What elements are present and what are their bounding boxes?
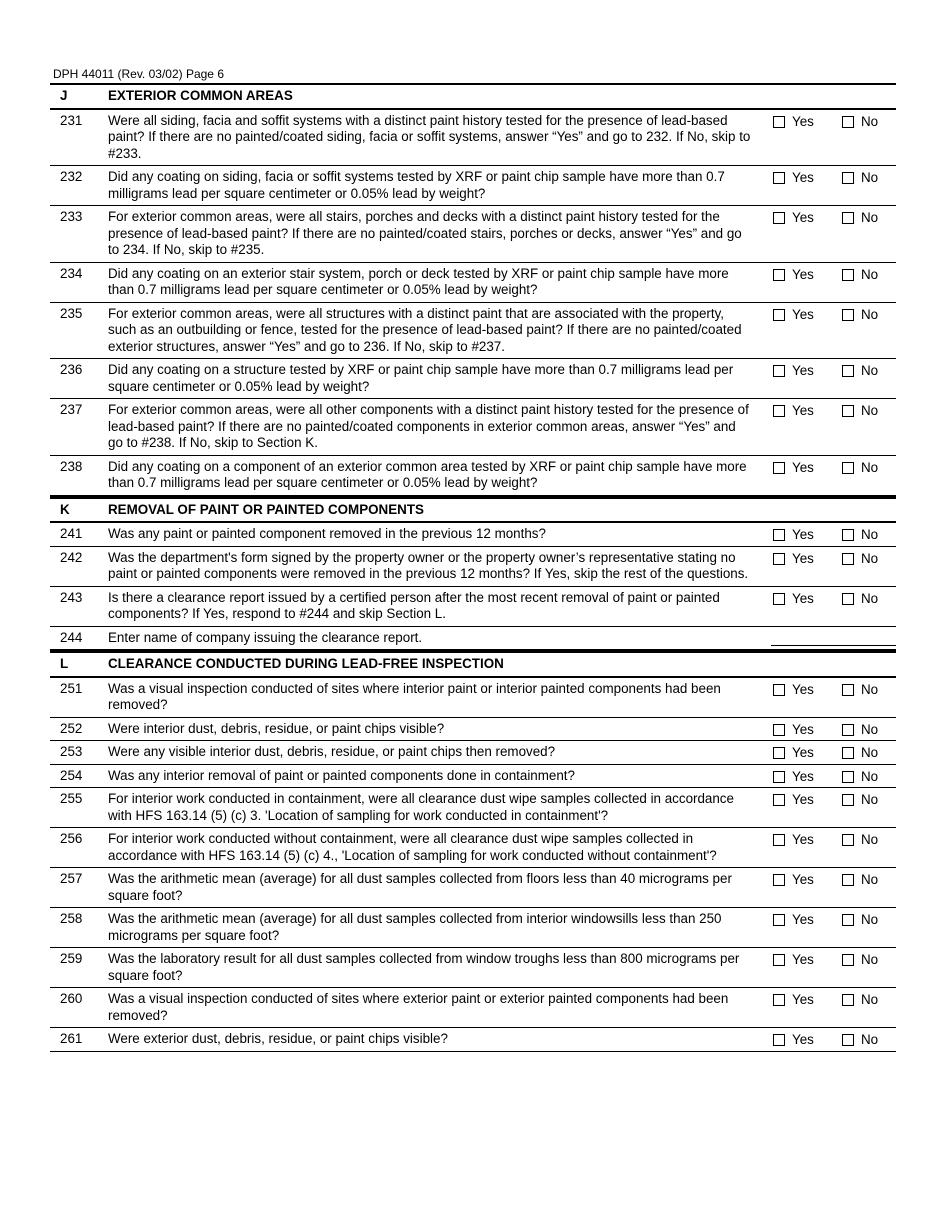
no-option[interactable] — [842, 363, 878, 379]
answer-options — [758, 303, 896, 359]
answer-options — [758, 547, 896, 586]
yes-label: Yes — [792, 550, 814, 566]
no-option[interactable] — [842, 403, 878, 419]
no-checkbox[interactable] — [842, 1034, 854, 1046]
no-checkbox[interactable] — [842, 794, 854, 806]
yes-checkbox[interactable] — [773, 405, 785, 417]
question-number: 254 — [60, 767, 83, 783]
yes-label: Yes — [792, 527, 814, 542]
no-label: No — [861, 745, 879, 760]
no-option[interactable] — [842, 832, 878, 848]
yes-option[interactable] — [773, 210, 842, 226]
yes-checkbox[interactable] — [773, 212, 785, 224]
yes-label: Yes — [792, 590, 814, 606]
question-text: Was the arithmetic mean (average) for all dust samples collected from floors less than 40 micrograms per square foot? — [108, 871, 732, 903]
yes-option[interactable] — [773, 114, 842, 130]
yes-checkbox[interactable] — [773, 724, 785, 736]
section-letter: L — [60, 656, 69, 671]
question-row — [50, 523, 896, 547]
answer-options — [758, 587, 896, 626]
question-row — [50, 868, 896, 908]
no-label: No — [861, 403, 879, 418]
question-number: 253 — [60, 744, 83, 759]
no-option[interactable] — [842, 210, 878, 226]
yes-checkbox[interactable] — [773, 994, 785, 1006]
company-name-underline — [771, 645, 896, 646]
no-checkbox[interactable] — [842, 874, 854, 886]
yes-checkbox[interactable] — [773, 874, 785, 886]
yes-label: Yes — [792, 1032, 814, 1047]
question-text: Did any coating on a structure tested by XRF or paint chip sample have more than 0.7 milligrams lead per square centimeter or 0.05% lead by weight? — [108, 362, 734, 394]
no-checkbox[interactable] — [842, 724, 854, 736]
yes-label: Yes — [792, 992, 814, 1007]
question-row — [50, 1028, 896, 1052]
yes-checkbox[interactable] — [773, 172, 785, 184]
question-text: For interior work conducted in containment, were all clearance dust wipe samples collected in accordance with HFS 163.14 (5) (c) 3. 'Location of sampling for work conducted in containment'? — [108, 791, 734, 823]
yes-option[interactable] — [773, 363, 842, 379]
answer-options — [758, 678, 896, 717]
question-number: 244 — [60, 629, 83, 645]
yes-checkbox[interactable] — [773, 462, 785, 474]
yes-checkbox[interactable] — [773, 309, 785, 321]
question-text: Was a visual inspection conducted of sites where exterior paint or exterior painted components had been removed? — [108, 991, 729, 1023]
no-label: No — [861, 768, 879, 784]
yes-option[interactable] — [773, 992, 842, 1008]
answer-options — [758, 765, 896, 788]
no-option[interactable] — [842, 551, 878, 567]
question-row — [50, 359, 896, 399]
question-row — [50, 948, 896, 988]
question-number: 259 — [60, 951, 83, 966]
no-checkbox[interactable] — [842, 914, 854, 926]
yes-label: Yes — [792, 459, 814, 475]
question-row — [50, 110, 896, 167]
yes-option[interactable] — [773, 527, 842, 543]
question-row — [50, 678, 896, 718]
no-label: No — [861, 681, 879, 697]
no-option[interactable] — [842, 912, 878, 928]
no-label: No — [861, 459, 879, 475]
no-label: No — [861, 363, 879, 378]
answer-options — [758, 206, 896, 262]
no-checkbox[interactable] — [842, 269, 854, 281]
question-number: 237 — [60, 402, 83, 417]
no-label: No — [861, 170, 879, 185]
yes-checkbox[interactable] — [773, 684, 785, 696]
yes-checkbox[interactable] — [773, 116, 785, 128]
answer-options — [758, 948, 896, 987]
yes-option[interactable] — [773, 722, 842, 738]
yes-checkbox[interactable] — [773, 954, 785, 966]
yes-option[interactable] — [773, 460, 842, 476]
answer-options — [758, 523, 896, 546]
yes-option[interactable] — [773, 307, 842, 323]
question-text: Was the department's form signed by the property owner or the property owner’s representative stating no paint or painted components were removed in the previous 12 months? If Yes, skip the rest of the questions. — [108, 549, 749, 581]
question-number: 251 — [60, 680, 83, 696]
answer-options — [758, 1028, 896, 1051]
question-number: 234 — [60, 265, 83, 281]
no-checkbox[interactable] — [842, 529, 854, 541]
question-number: 233 — [60, 209, 83, 224]
no-checkbox[interactable] — [842, 212, 854, 224]
no-checkbox[interactable] — [842, 365, 854, 377]
question-text: Were exterior dust, debris, residue, or paint chips visible? — [108, 1031, 448, 1046]
no-checkbox[interactable] — [842, 684, 854, 696]
no-label: No — [861, 992, 879, 1007]
no-checkbox[interactable] — [842, 954, 854, 966]
question-text: Was the laboratory result for all dust samples collected from window troughs less than 800 micrograms per square foot? — [108, 951, 740, 983]
question-number: 236 — [60, 362, 83, 377]
yes-label: Yes — [792, 792, 814, 807]
yes-option[interactable] — [773, 267, 842, 283]
question-row — [50, 741, 896, 765]
question-number: 261 — [60, 1031, 83, 1046]
yes-checkbox[interactable] — [773, 1034, 785, 1046]
yes-label: Yes — [792, 912, 814, 927]
question-row — [50, 908, 896, 948]
no-checkbox[interactable] — [842, 309, 854, 321]
no-label: No — [861, 832, 879, 847]
question-number: 256 — [60, 831, 83, 846]
yes-label: Yes — [792, 721, 814, 737]
yes-label: Yes — [792, 210, 814, 225]
no-label: No — [861, 590, 879, 606]
yes-label: Yes — [792, 363, 814, 378]
no-checkbox[interactable] — [842, 462, 854, 474]
question-number: 232 — [60, 169, 83, 184]
section-letter: J — [60, 88, 68, 103]
yes-label: Yes — [792, 745, 814, 760]
yes-option[interactable] — [773, 682, 842, 698]
question-text: Was the arithmetic mean (average) for all dust samples collected from interior windowsills less than 250 micrograms per square foot? — [108, 911, 722, 943]
question-row — [50, 988, 896, 1028]
no-option[interactable] — [842, 591, 878, 607]
question-text: For exterior common areas, were all other components with a distinct paint history tested for the presence of lead-based paint? If there are no painted/coated components in exterior common areas, answer “Yes” and go to #238. If No, skip to Section K. — [108, 402, 749, 450]
yes-checkbox[interactable] — [773, 771, 785, 783]
no-checkbox[interactable] — [842, 172, 854, 184]
no-checkbox[interactable] — [842, 405, 854, 417]
no-label: No — [861, 266, 879, 282]
yes-option[interactable] — [773, 769, 842, 785]
question-row — [50, 263, 896, 303]
question-text: Did any coating on siding, facia or soffit systems tested by XRF or paint chip sample have more than 0.7 milligrams lead per square centimeter or 0.05% lead by weight? — [108, 169, 725, 201]
answer-options — [758, 741, 896, 764]
question-row — [50, 828, 896, 868]
yes-label: Yes — [792, 768, 814, 784]
no-checkbox[interactable] — [842, 994, 854, 1006]
yes-checkbox[interactable] — [773, 834, 785, 846]
yes-checkbox[interactable] — [773, 747, 785, 759]
yes-checkbox[interactable] — [773, 593, 785, 605]
form-header: DPH 44011 (Rev. 03/02) Page 6 — [53, 67, 224, 81]
question-row — [50, 206, 896, 263]
questionnaire-table — [50, 83, 896, 1052]
yes-option[interactable] — [773, 403, 842, 419]
section-title: REMOVAL OF PAINT OR PAINTED COMPONENTS — [108, 501, 424, 517]
no-option[interactable] — [842, 872, 878, 888]
question-number: 241 — [60, 526, 83, 541]
answer-options — [758, 110, 896, 166]
section-title: EXTERIOR COMMON AREAS — [108, 88, 293, 103]
answer-options — [758, 166, 896, 205]
question-row — [50, 456, 896, 497]
no-checkbox[interactable] — [842, 593, 854, 605]
question-number: 243 — [60, 589, 83, 605]
question-row — [50, 399, 896, 456]
no-label: No — [861, 210, 879, 225]
no-label: No — [861, 306, 879, 322]
yes-option[interactable] — [773, 792, 842, 808]
no-option[interactable] — [842, 682, 878, 698]
no-option[interactable] — [842, 952, 878, 968]
no-checkbox[interactable] — [842, 771, 854, 783]
answer-options — [758, 399, 896, 455]
section-title: CLEARANCE CONDUCTED DURING LEAD-FREE INSPECTION — [108, 656, 504, 671]
section-header — [50, 83, 896, 110]
yes-label: Yes — [792, 266, 814, 282]
yes-label: Yes — [792, 306, 814, 322]
question-number: 258 — [60, 911, 83, 926]
no-label: No — [861, 792, 879, 807]
question-text: Was any paint or painted component removed in the previous 12 months? — [108, 526, 546, 541]
yes-label: Yes — [792, 952, 814, 967]
section-header — [50, 497, 896, 524]
yes-option[interactable] — [773, 551, 842, 567]
question-row — [50, 765, 896, 789]
answer-options — [758, 263, 896, 302]
question-number: 255 — [60, 791, 83, 806]
no-option[interactable] — [842, 170, 878, 186]
question-text: For exterior common areas, were all structures with a distinct paint that are associated with the property, such as an outbuilding or fence, tested for the presence of lead-based paint? If there are no painted/coated exterior structures, answer “Yes” and go to 236. If No, skip to #237. — [108, 305, 742, 354]
question-row — [50, 788, 896, 828]
question-number: 235 — [60, 305, 83, 321]
question-text: Did any coating on an exterior stair system, porch or deck tested by XRF or paint chip sample have more than 0.7 milligrams lead per square centimeter or 0.05% lead by weight? — [108, 265, 729, 297]
no-option[interactable] — [842, 745, 878, 761]
yes-label: Yes — [792, 113, 814, 129]
no-option[interactable] — [842, 114, 878, 130]
no-option[interactable] — [842, 769, 878, 785]
yes-option[interactable] — [773, 1032, 842, 1048]
question-row — [50, 587, 896, 627]
no-option[interactable] — [842, 267, 878, 283]
question-number: 238 — [60, 458, 83, 474]
yes-option[interactable] — [773, 912, 842, 928]
answer-options — [758, 456, 896, 495]
question-text: Were any visible interior dust, debris, residue, or paint chips then removed? — [108, 744, 556, 759]
yes-label: Yes — [792, 872, 814, 887]
yes-checkbox[interactable] — [773, 794, 785, 806]
no-label: No — [861, 872, 879, 887]
question-number: 252 — [60, 720, 83, 736]
no-checkbox[interactable] — [842, 747, 854, 759]
no-label: No — [861, 721, 879, 737]
no-label: No — [861, 1032, 879, 1047]
no-option[interactable] — [842, 1032, 878, 1048]
no-checkbox[interactable] — [842, 116, 854, 128]
no-label: No — [861, 912, 879, 927]
section-letter: K — [60, 501, 70, 517]
yes-option[interactable] — [773, 170, 842, 186]
company-name-field[interactable] — [758, 627, 896, 650]
question-number: 260 — [60, 991, 83, 1006]
no-option[interactable] — [842, 527, 878, 543]
no-checkbox[interactable] — [842, 834, 854, 846]
yes-checkbox[interactable] — [773, 914, 785, 926]
no-option[interactable] — [842, 992, 878, 1008]
yes-option[interactable] — [773, 745, 842, 761]
question-number: 257 — [60, 871, 83, 886]
no-label: No — [861, 527, 879, 542]
question-text: For exterior common areas, were all stairs, porches and decks with a distinct paint history tested for the presence of lead-based paint? If there are no painted/coated stairs, porches or decks, answer “Yes” and go to 234. If No, skip to #235. — [108, 209, 742, 257]
question-row — [50, 627, 896, 652]
answer-options — [758, 988, 896, 1027]
answer-options — [758, 718, 896, 741]
question-text: Were interior dust, debris, residue, or paint chips visible? — [108, 720, 445, 736]
question-row — [50, 303, 896, 360]
question-text: Did any coating on a component of an exterior common area tested by XRF or paint chip sample have more than 0.7 milligrams lead per square centimeter or 0.05% lead by weight? — [108, 458, 747, 490]
question-row — [50, 718, 896, 742]
yes-option[interactable] — [773, 952, 842, 968]
question-number: 242 — [60, 549, 83, 565]
question-text: Were all siding, facia and soffit systems with a distinct paint history tested for the presence of lead-based paint? If there are no painted/coated siding, facia or soffit systems, answer “Yes” and go to 232. If No, skip to #233. — [108, 112, 751, 161]
yes-checkbox[interactable] — [773, 529, 785, 541]
yes-checkbox[interactable] — [773, 553, 785, 565]
answer-options — [758, 908, 896, 947]
yes-option[interactable] — [773, 872, 842, 888]
question-text: Was any interior removal of paint or painted components done in containment? — [108, 767, 575, 783]
no-option[interactable] — [842, 307, 878, 323]
yes-label: Yes — [792, 681, 814, 697]
answer-options — [758, 788, 896, 827]
yes-label: Yes — [792, 170, 814, 185]
section-header — [50, 651, 896, 678]
answer-options — [758, 359, 896, 398]
question-row — [50, 547, 896, 587]
yes-checkbox[interactable] — [773, 365, 785, 377]
no-option[interactable] — [842, 460, 878, 476]
yes-option[interactable] — [773, 832, 842, 848]
yes-option[interactable] — [773, 591, 842, 607]
no-checkbox[interactable] — [842, 553, 854, 565]
no-label: No — [861, 952, 879, 967]
question-row — [50, 166, 896, 206]
no-option[interactable] — [842, 792, 878, 808]
no-option[interactable] — [842, 722, 878, 738]
question-text: Is there a clearance report issued by a certified person after the most recent removal of paint or painted components? If Yes, respond to #244 and skip Section L. — [108, 589, 720, 621]
yes-label: Yes — [792, 403, 814, 418]
no-label: No — [861, 550, 879, 566]
question-number: 231 — [60, 112, 83, 128]
yes-label: Yes — [792, 832, 814, 847]
no-label: No — [861, 113, 879, 129]
yes-checkbox[interactable] — [773, 269, 785, 281]
question-text: Was a visual inspection conducted of sites where interior paint or interior painted components had been removed? — [108, 680, 721, 712]
question-text: For interior work conducted without containment, were all clearance dust wipe samples collected in accordance with HFS 163.14 (5) (c) 4., 'Location of sampling for work conducted without containment'? — [108, 831, 717, 863]
answer-options — [758, 868, 896, 907]
answer-options — [758, 828, 896, 867]
question-text: Enter name of company issuing the clearance report. — [108, 629, 423, 645]
